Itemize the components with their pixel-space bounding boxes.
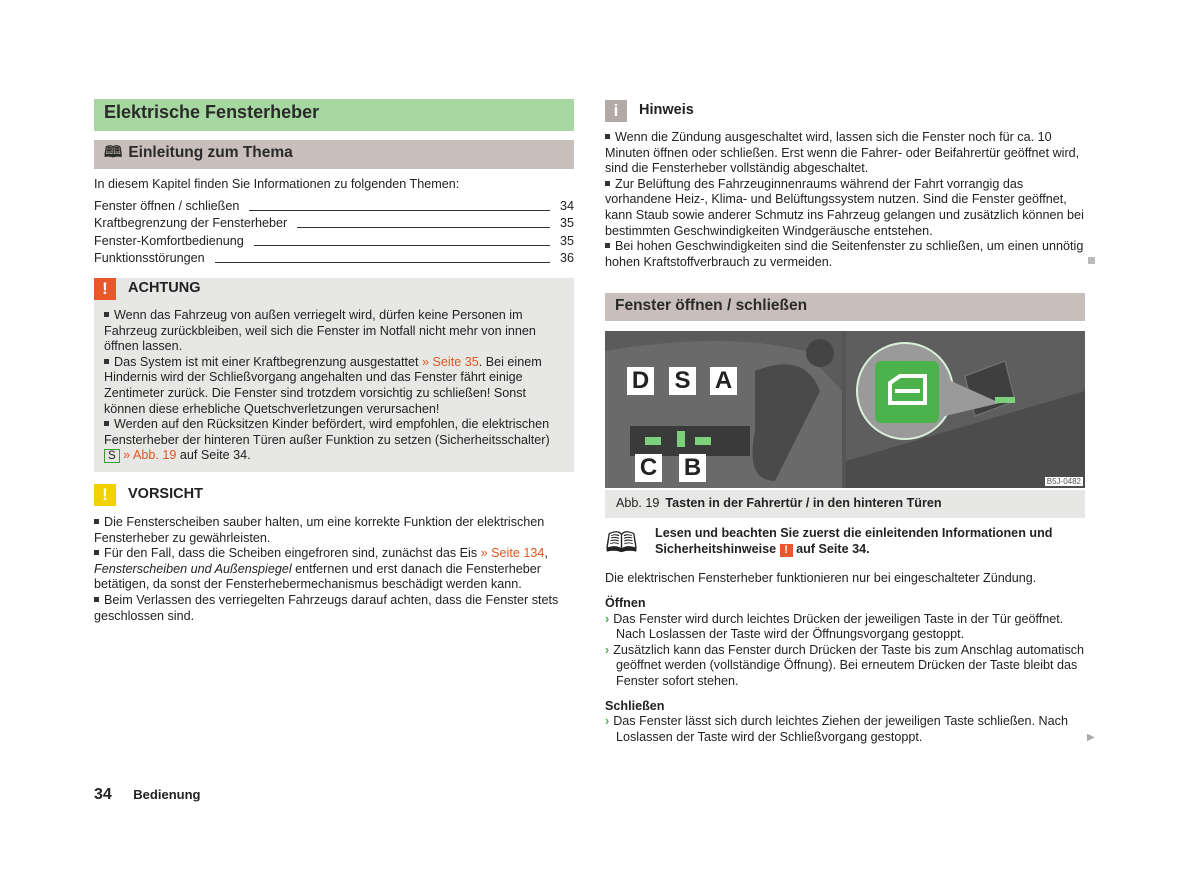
toc-item[interactable]: Kraftbegrenzung der Fensterheber 35 — [94, 216, 574, 231]
link-seite-35[interactable]: » Seite 35 — [422, 354, 479, 369]
figure-code: B5J-0482 — [1046, 477, 1081, 486]
chevron-icon: › — [605, 642, 610, 657]
caution-title: VORSICHT — [128, 486, 203, 502]
label-c: C — [635, 454, 662, 482]
chapter-title: Elektrische Fensterheber — [94, 99, 574, 131]
note-text: Wenn die Zündung ausgeschaltet wird, lassen sich die Fenster noch für ca. 10 Minuten öffnen oder schließen. Erst wenn die Fahrer- oder Beifahrertür geöffnet wird, sind die Fensterheber vollständig abgeschaltet. Zur Belüftung des Fahrzeuginnenraums während der Fahrt vorrangig das vorhandene Heiz-, Klima- und Belüftungssystem nutzen. Sind die Fenster geöffnet, kann Staub sowie anderer Schmutz ins Fahrzeug gelangen und zusätzlich können bei bestimmten Geschwindigkeiten Windgeräusche entstehen. Bei hohen Geschwindigkeiten sind die Seitenfenster zu schließen, um einen unnötig hohen Kraftstoffverbrauch zu vermeiden. — [605, 130, 1084, 269]
figure-caption: Abb. 19 Tasten in der Fahrertür / in den hinteren Türen — [605, 490, 1085, 518]
warning-icon: ! — [94, 278, 116, 300]
book-icon: 🕮 — [605, 527, 639, 558]
note-title: Hinweis — [639, 102, 694, 118]
open-section: Öffnen › Das Fenster wird durch leichtes Drücken der jeweiligen Taste in der Tür geöffnet. Nach Loslassen der Taste wird der Öffnungsvorgang gestoppt. › Zusätzlich kann das Fenster durch Drücken der Taste bis zum Anschlag automatisch geöffnet werden (vollständige Öffnung). Bei erneutem Drücken der Taste bleibt das Fenster sofort stehen. Schließen › Das Fenster lässt sich durch leichtes Ziehen der jeweiligen Taste schließen. Nach Loslassen der Taste wird der Schließvorgang gestoppt. — [605, 596, 1085, 744]
footer — [94, 787, 200, 804]
footer-section: Bedienung — [133, 787, 201, 802]
toc-item[interactable]: Funktionsstörungen 36 — [94, 251, 574, 266]
intro-text: In diesem Kapitel finden Sie Informationen zu folgenden Themen: — [94, 177, 460, 191]
toc-item[interactable]: Fenster-Komfortbedienung 35 — [94, 233, 574, 248]
link-seite-134[interactable]: » Seite 134 — [480, 546, 545, 561]
label-s: S — [669, 367, 696, 395]
end-marker-icon — [1088, 257, 1095, 264]
continue-arrow-icon: ▶ — [1087, 732, 1095, 743]
warning-icon: ! — [780, 544, 793, 557]
page-number: 34 — [94, 786, 112, 803]
figure-image — [605, 331, 1085, 488]
caution-text: Die Fensterscheiben sauber halten, um eine korrekte Funktion der elektrischen Fensterheber zu gewährleisten. Für den Fall, dass die Scheiben eingefroren sind, zunächst das Eis » Seite 134, Fensterscheiben und Außenspiegel entfernen und erst danach die Fensterheber betätigen, da sonst der Fensterhebermechanismus beschädigt werden kann. Beim Verlassen des verriegelten Fahrzeugs darauf achten, dass die Fenster stets geschlossen sind. — [94, 515, 559, 623]
warning-box — [94, 278, 574, 472]
warning-title: ACHTUNG — [128, 280, 201, 296]
s-switch-badge: S — [104, 449, 120, 463]
intro-heading: 🕮 Einleitung zum Thema — [94, 140, 574, 169]
warning-text: Wenn das Fahrzeug von außen verriegelt wird, dürfen keine Personen im Fahrzeug zurückbleiben, weil sich die Fenster im Notfall nicht mehr von innen öffnen lassen. Das System ist mit einer Kraftbegrenzung ausgestattet » Seite 35. Bei einem Hindernis wird der Schließvorgang angehalten und das Fenster fährt einige Zentimeter zurück. Die Fenster sind trotzdem vorsichtig zu schließen! Sonst können diese erhebliche Quetschverletzungen verursachen! Werden auf den Rücksitzen Kinder befördert, wird empfohlen, die elektrischen Fensterheber der hinteren Türen außer Funktion zu setzen (Sicherheitsschalter) S » Abb. 19 auf Seite 34. — [104, 308, 550, 463]
section-heading: Fenster öffnen / schließen — [605, 293, 1085, 321]
read-first-note: 🕮 Lesen und beachten Sie zuerst die einleitenden Informationen und Sicherheitshinweise ! auf Seite 34. — [605, 526, 1053, 558]
label-b: B — [679, 454, 706, 482]
label-d: D — [627, 367, 654, 395]
chevron-icon: › — [605, 714, 610, 729]
caution-icon: ! — [94, 484, 116, 506]
book-icon: 🕮 — [104, 144, 123, 161]
chevron-icon: › — [605, 611, 610, 626]
link-abb-19[interactable]: » Abb. 19 — [119, 448, 177, 463]
toc-item[interactable]: Fenster öffnen / schließen 34 — [94, 198, 574, 213]
toc — [94, 197, 574, 267]
paragraph: Die elektrischen Fensterheber funktionieren nur bei eingeschalteter Zündung. — [605, 571, 1037, 585]
label-a: A — [710, 367, 737, 395]
info-icon: i — [605, 100, 627, 122]
